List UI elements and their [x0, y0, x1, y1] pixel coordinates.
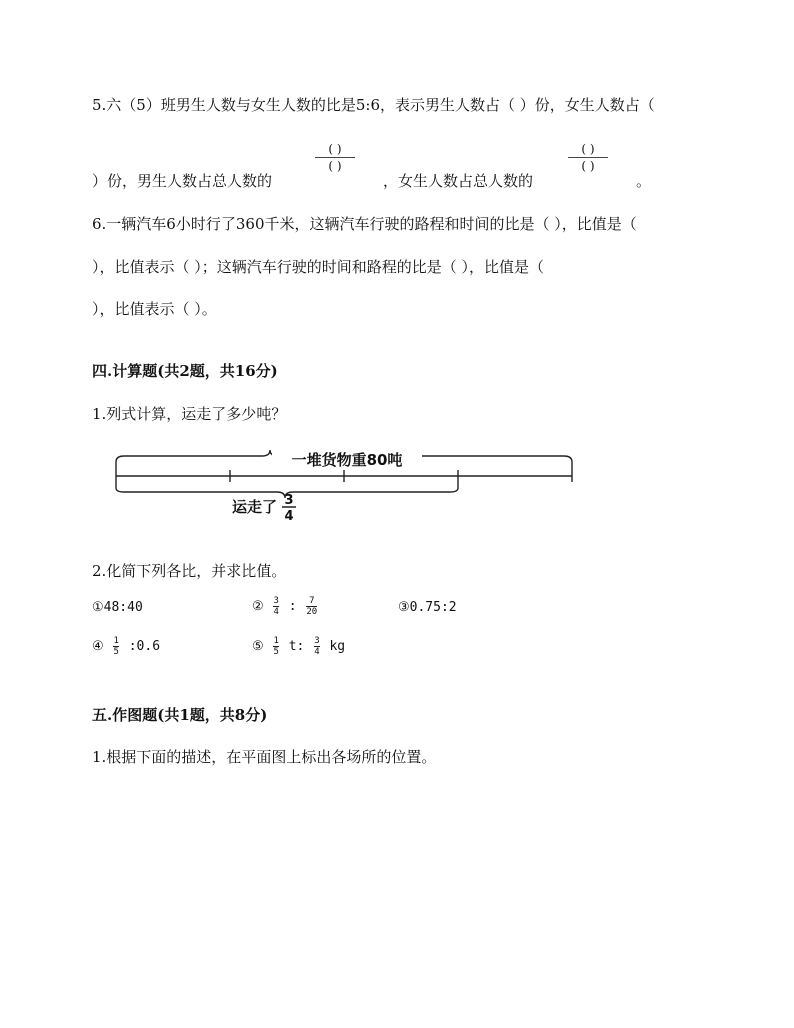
- s4-q2-text: 2.化简下列各比，并求比值。: [92, 562, 287, 580]
- frac-num: 3: [314, 636, 320, 646]
- section5-heading: 五.作图题(共1题，共8分): [92, 706, 268, 724]
- item-5-frac-b: [314, 636, 319, 657]
- item-1: ①48:40: [92, 600, 143, 615]
- frac-den: 5: [113, 647, 119, 657]
- item-3: ③0.75:2: [398, 600, 457, 615]
- item-2-frac-a: [273, 596, 278, 617]
- item-4-mark: ④: [92, 639, 104, 654]
- bottom-frac-num: 3: [284, 493, 294, 508]
- item-2-sep: :: [288, 599, 297, 614]
- s4-q1-text: 1.列式计算，运走了多少吨？: [92, 405, 287, 423]
- q5-line2-b: ，女生人数占总人数的: [383, 172, 534, 190]
- item-4-rest: :0.6: [128, 639, 161, 654]
- item-4-frac: [113, 636, 118, 657]
- frac-denominator-blank: ( ): [581, 159, 595, 173]
- item-2: [252, 596, 319, 617]
- bottom-frac-den: 4: [284, 509, 294, 522]
- item-2-frac-b: [306, 596, 317, 617]
- top-label: 一堆货物重80吨: [291, 451, 403, 469]
- q5-line2-c: 。: [636, 172, 652, 190]
- frac-denominator-blank: ( ): [328, 159, 342, 173]
- q5-line2-a: ）份，男生人数占总人数的: [92, 172, 273, 190]
- q6-line1: 6.一辆汽车6小时行了360千米，这辆汽车行驶的路程和时间的比是（ ），比值是（: [92, 215, 637, 233]
- frac-num: 3: [273, 596, 279, 606]
- section4-heading: 四.计算题(共2题，共16分): [92, 362, 278, 380]
- s5-q1-text: 1.根据下面的描述，在平面图上标出各场所的位置。: [92, 748, 437, 766]
- q6-line3: ），比值表示（ ）。: [92, 300, 217, 318]
- frac-numerator-blank: ( ): [328, 142, 342, 156]
- q6-line2: ），比值表示（ ）；这辆汽车行驶的时间和路程的比是（ ），比值是（: [92, 258, 545, 276]
- q5-male-fraction-blank[interactable]: [315, 142, 355, 173]
- frac-num: 1: [273, 636, 279, 646]
- q5-female-fraction-blank[interactable]: [568, 142, 608, 173]
- item-5-frac-a: [273, 636, 278, 657]
- bottom-label: 运走了: [231, 498, 277, 516]
- frac-num: 7: [309, 596, 315, 606]
- frac-den: 4: [314, 647, 320, 657]
- item-4: [92, 636, 160, 657]
- frac-numerator-blank: ( ): [581, 142, 595, 156]
- frac-den: 4: [273, 607, 279, 617]
- segment-diagram: [112, 440, 580, 522]
- q5-line1: 5.六（5）班男生人数与女生人数的比是5:6，表示男生人数占（ ）份，女生人数占（: [92, 96, 655, 114]
- fraction-bar: [315, 157, 355, 158]
- item-5-mid: t:: [288, 639, 305, 654]
- item-5-mark: ⑤: [252, 639, 264, 654]
- frac-den: 20: [306, 607, 318, 617]
- item-5: [252, 636, 345, 657]
- item-5-unit: kg: [329, 639, 346, 654]
- item-2-mark: ②: [252, 599, 264, 614]
- frac-num: 1: [113, 636, 119, 646]
- frac-den: 5: [273, 647, 279, 657]
- fraction-bar: [568, 157, 608, 158]
